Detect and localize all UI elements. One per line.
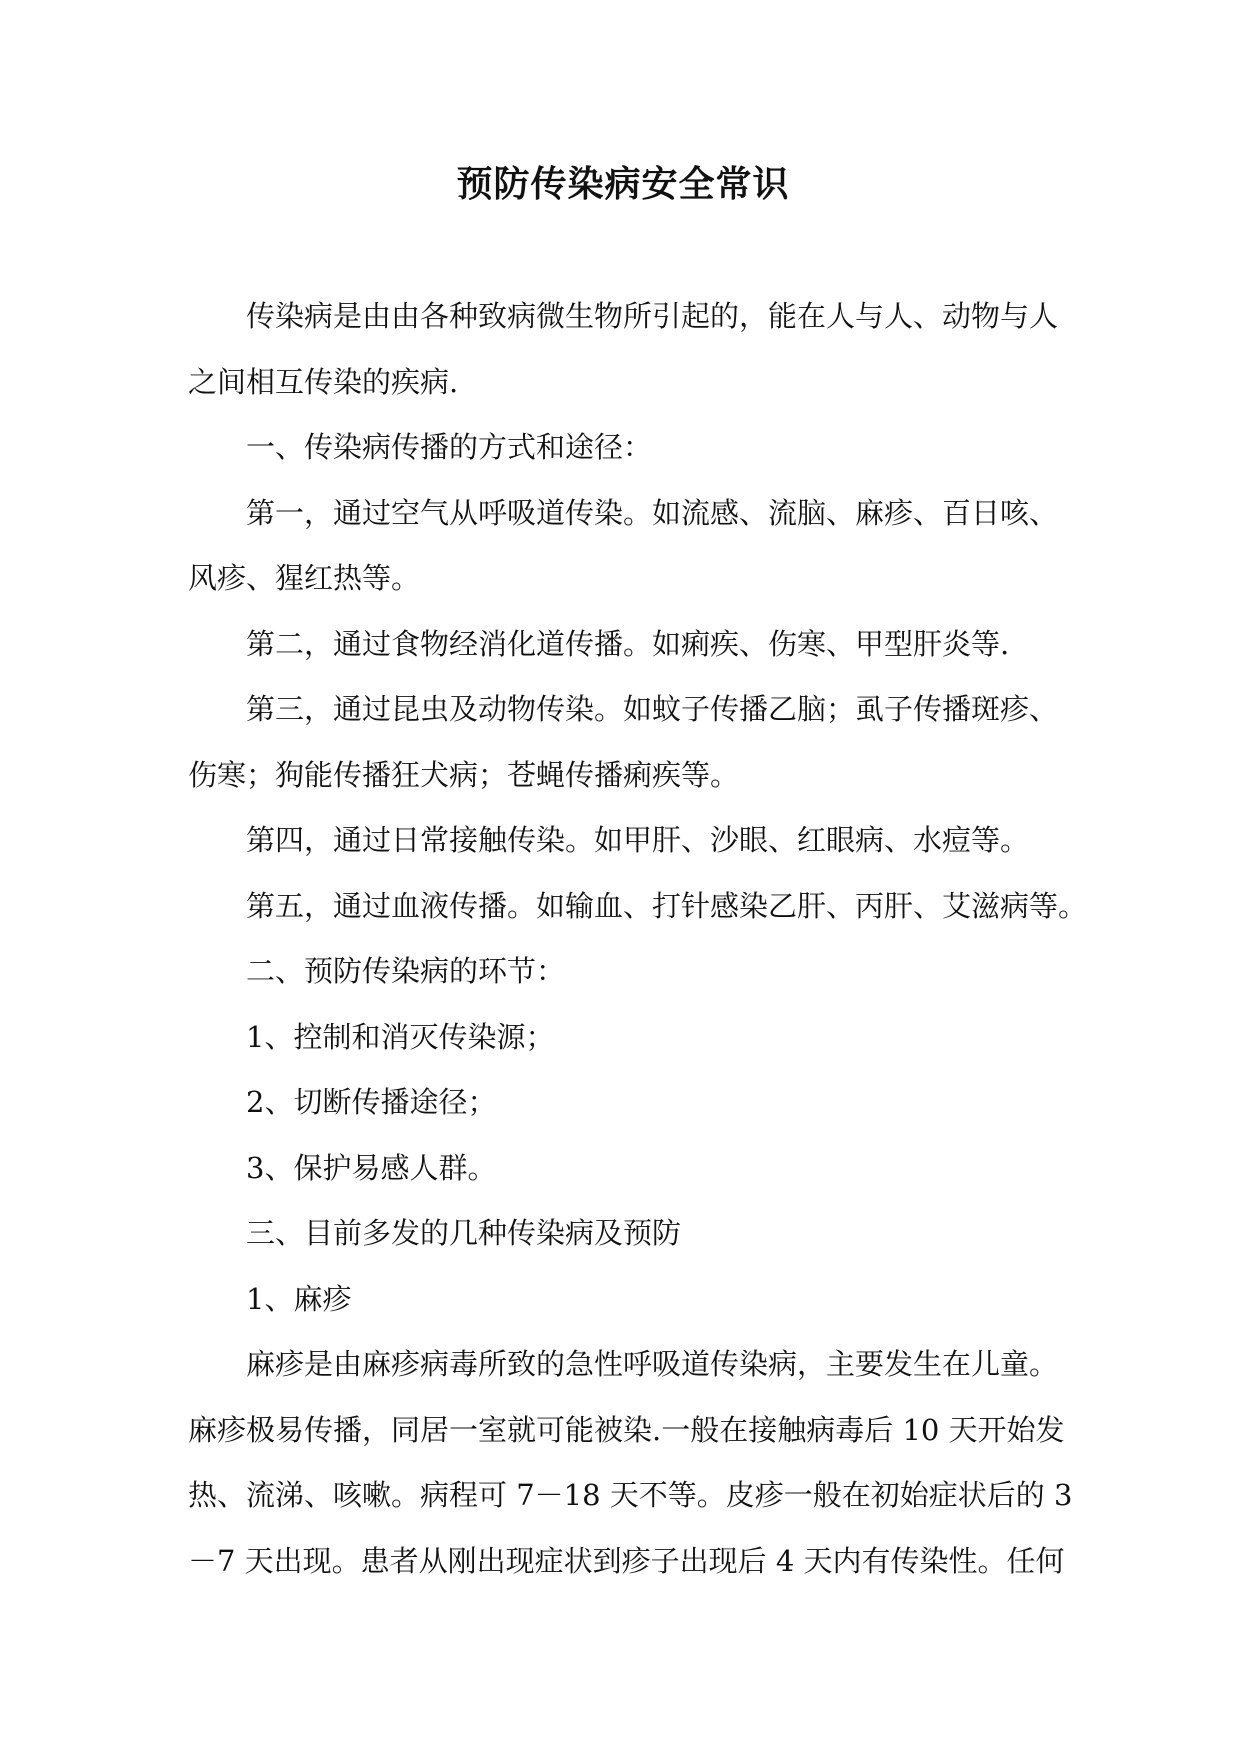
paragraph-line: 二、预防传染病的环节：	[246, 954, 566, 988]
paragraph-line: 第一，通过空气从呼吸道传染。如流感、流脑、麻疹、百日咳、	[246, 495, 1059, 530]
paragraph-line: 第五，通过血液传播。如输血、打针感染乙肝、丙肝、艾滋病等。	[246, 888, 1088, 923]
paragraph	[188, 1332, 1073, 1594]
document-title: 预防传染病安全常识	[456, 163, 790, 205]
paragraph-line: 第二，通过食物经消化道传播。如痢疾、伤寒、甲型肝炎等.	[246, 626, 1010, 661]
paragraph	[188, 939, 1058, 1005]
paragraph-line: 第三，通过昆虫及动物传染。如蚊子传播乙脑；虱子传播斑疹、	[246, 692, 1059, 726]
paragraph-line: 2、切断传播途径；	[246, 1085, 497, 1119]
document-body	[188, 284, 1088, 1594]
paragraph	[188, 1070, 1058, 1136]
paragraph	[188, 612, 1058, 678]
paragraph	[188, 874, 1088, 940]
paragraph	[188, 1005, 1058, 1071]
paragraph	[188, 415, 1058, 481]
paragraph	[188, 677, 1058, 808]
paragraph-line: 麻疹是由麻疹病毒所致的急性呼吸道传染病，主要发生在儿童。	[246, 1347, 1059, 1381]
paragraph	[188, 1201, 1058, 1267]
paragraph-line: 第四，通过日常接触传染。如甲肝、沙眼、红眼病、水痘等。	[246, 823, 1030, 857]
paragraph	[188, 1136, 1058, 1202]
paragraph-line: 1、麻疹	[246, 1281, 352, 1316]
paragraph-line: 一、传染病传播的方式和途径：	[246, 430, 653, 464]
paragraph	[188, 481, 1058, 612]
paragraph	[188, 1267, 1058, 1333]
paragraph-line: 热、流涕、咳嗽。病程可 7－18 天不等。皮疹一般在初始症状后的 3	[188, 1478, 1073, 1512]
paragraph-line: 风疹、猩红热等。	[188, 561, 421, 595]
paragraph-line: 3、保护易感人群。	[246, 1150, 497, 1185]
paragraph-line: 伤寒；狗能传播狂犬病；苍蝇传播痢疾等。	[188, 757, 740, 792]
paragraph-line: 传染病是由由各种致病微生物所引起的，能在人与人、动物与人	[246, 299, 1059, 333]
paragraph	[188, 808, 1058, 874]
paragraph	[188, 284, 1058, 415]
paragraph-line: －7 天出现。患者从刚出现症状到疹子出现后 4 天内有传染性。任何	[188, 1543, 1065, 1578]
paragraph-line: 之间相互传染的疾病.	[188, 364, 459, 399]
paragraph-line: 麻疹极易传播，同居一室就可能被染.一般在接触病毒后 10 天开始发	[188, 1412, 1065, 1447]
paragraph-line: 1、控制和消灭传染源；	[246, 1019, 555, 1054]
paragraph-line: 三、目前多发的几种传染病及预防	[246, 1216, 682, 1250]
